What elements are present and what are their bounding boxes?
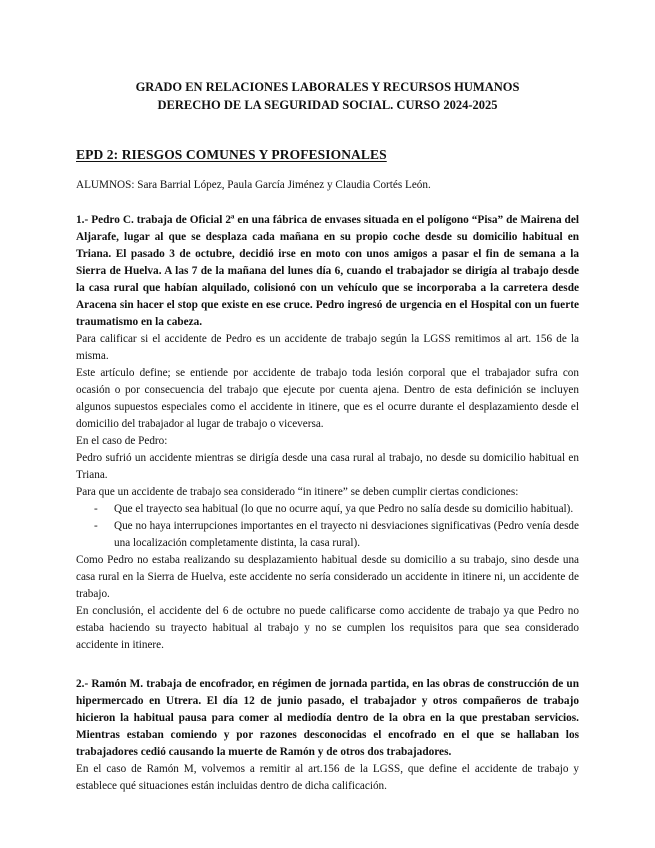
case-1-paragraph: Este artículo define; se entiende por accidente de trabajo toda lesión corporal que el trabajador sufra con ocasión o por consecuencia del trabajo que ejecute por cuenta ajena. Dentro de esta definición se incluyen algunos supuestos especiales como el accidente in itinere, que es el ocurre durante el desplazamiento desde el domicilio del trabajador al lugar de trabajo o viceversa. [76, 367, 579, 430]
list-item: - Que el trayecto sea habitual (lo que no ocurre aquí, ya que Pedro no salía desde su domicilio habitual). [114, 501, 579, 518]
list-item: - Que no haya interrupciones importantes en el trayecto ni desviaciones significativas (Pedro venía desde una localización completamente distinta, la casa rural). [114, 518, 579, 552]
header-course: DERECHO DE LA SEGURIDAD SOCIAL. CURSO 2024-2025 [157, 98, 498, 112]
case-2-statement: 2.- Ramón M. trabaja de encofrador, en régimen de jornada partida, en las obras de construcción de un hipermercado en Utrera. El día 12 de junio pasado, el trabajador y otros compañeros de trabajo hicieron la habitual pausa para comer al mediodía dentro de la obra en la que prestaban servicios. Mientras estaban comiendo y por razones desconocidas el encofrado en el que se hallaban los trabajadores cedió causando la muerte de Ramón y de otros dos trabajadores. [76, 678, 579, 758]
case-1-paragraph: Para que un accidente de trabajo sea considerado “in itinere” se deben cumplir ciertas condiciones: [76, 486, 519, 498]
case-1-paragraph: Para calificar si el accidente de Pedro es un accidente de trabajo según la LGSS remitimos al art. 156 de la misma. [76, 333, 579, 362]
case-1-paragraph: En el caso de Pedro: [76, 435, 168, 447]
conditions-list [76, 501, 579, 552]
case-1-paragraph: Pedro sufrió un accidente mientras se dirigía desde una casa rural al trabajo, no desde su domicilio habitual en Triana. [76, 452, 579, 481]
section-title: EPD 2: RIESGOS COMUNES Y PROFESIONALES [76, 147, 387, 162]
case-1-statement: 1.- Pedro C. trabaja de Oficial 2ª en una fábrica de envases situada en el polígono “Pisa” de Mairena del Aljarafe, lugar al que se desplaza cada mañana en su propio coche desde su domicilio habitual en Triana. El pasado 3 de octubre, decidió irse en moto con unos amigos a pasar el fin de semana a la Sierra de Huelva. A las 7 de la mañana del lunes día 6, cuando el trabajador se dirigía al trabajo desde la casa rural que habían alquilado, colisionó con un vehículo que se incorporaba a la carretera desde Aracena sin hacer el stop que existe en ese cruce. Pedro ingresó de urgencia en el Hospital con un fuerte traumatismo en la cabeza. [76, 214, 579, 328]
header-degree: GRADO EN RELACIONES LABORALES Y RECURSOS HUMANOS [135, 80, 520, 94]
students-line: ALUMNOS: Sara Barrial López, Paula García Jiménez y Claudia Cortés León. [76, 179, 431, 191]
document-header [76, 0, 579, 114]
case-1-conclusion: En conclusión, el accidente del 6 de octubre no puede calificarse como accidente de trabajo ya que Pedro no estaba haciendo su trayecto habitual al trabajo y no se cumplen los requisitos para que sea considerado accidente in itinere. [76, 605, 579, 651]
case-2-paragraph: En el caso de Ramón M, volvemos a remitir al art.156 de la LGSS, que define el accidente de trabajo y establece qué situaciones están incluidas dentro de dicha calificación. [76, 763, 579, 792]
case-1-paragraph: Como Pedro no estaba realizando su desplazamiento habitual desde su domicilio a su trabajo, sino desde una casa rural en la Sierra de Huelva, este accidente no sería considerado un accidente in itinere ni, un accidente de trabajo. [76, 554, 579, 600]
